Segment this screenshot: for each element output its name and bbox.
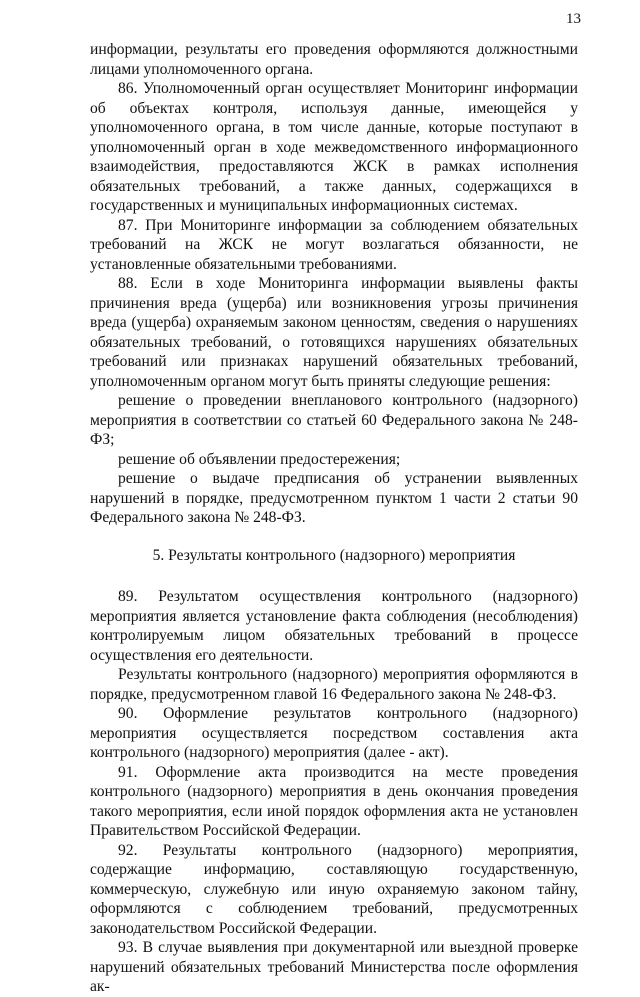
paragraph-88: 88. Если в ходе Мониторинга информации выявлены факты причинения вреда (ущерба) или возникновения угрозы причинения вреда (ущерба) охраняемым законом ценностям, сведения о нарушениях обязательных требований, о готовящихся нарушениях обязательных требований или признаках нарушений обязательных требований, уполномоченным органом могут быть приняты следующие решения: <box>90 275 578 390</box>
paragraph-89: 89. Результатом осуществления контрольного (надзорного) мероприятия является установление факта соблюдения (несоблюдения) контролируемым лицом обязательных требований в процессе осуществления его деятельности. <box>90 588 578 664</box>
paragraph-91: 91. Оформление акта производится на месте проведения контрольного (надзорного) мероприятия в день окончания проведения такого мероприятия, если иной порядок оформления акта не установлен Правительством Российской Федерации. <box>90 763 578 839</box>
paragraph-continuation: информации, результаты его проведения оформляются должностными лицами уполномоченного органа. <box>90 41 578 78</box>
paragraph-89-results: Результаты контрольного (надзорного) мероприятия оформляются в порядке, предусмотренном главой 16 Федерального закона № 248-ФЗ. <box>90 666 578 703</box>
decision-item-inspection: решение о проведении внепланового контрольного (надзорного) мероприятия в соответствии со статьей 60 Федерального закона № 248-ФЗ; <box>90 392 578 448</box>
paragraph-86: 86. Уполномоченный орган осуществляет Мониторинг информации об объектах контроля, используя данные, имеющейся у уполномоченного органа, в том числе данные, которые поступают в уполномоченный орган в ходе межведомственного информационного взаимодействия, предоставляются ЖСК в рамках исполнения обязательных требований, а также данных, содержащихся в государственных и муниципальных информационных системах. <box>90 80 578 214</box>
paragraph-87: 87. При Мониторинге информации за соблюдением обязательных требований на ЖСК не могут возлагаться обязанности, не установленные обязательными требованиями. <box>90 216 578 273</box>
paragraph-90: 90. Оформление результатов контрольного (надзорного) мероприятия осуществляется посредством составления акта контрольного (надзорного) мероприятия (далее - акт). <box>90 705 578 761</box>
section-heading: 5. Результаты контрольного (надзорного) мероприятия <box>152 546 516 564</box>
page-number: 13 <box>566 11 581 27</box>
document-body <box>90 40 578 997</box>
paragraph-92: 92. Результаты контрольного (надзорного) мероприятия, содержащие информацию, составляющую государственную, коммерческую, служебную или иную охраняемую законом тайну, оформляются с соблюдением требований, предусмотренных законодательством Российской Федерации. <box>90 841 578 937</box>
decision-item-warning: решение об объявлении предостережения; <box>118 450 401 468</box>
paragraph-93: 93. В случае выявления при документарной или выездной проверке нарушений обязательных требований Министерства после оформления ак- <box>90 939 578 995</box>
decision-item-order: решение о выдаче предписания об устранении выявленных нарушений в порядке, предусмотренном пунктом 1 части 2 статьи 90 Федерального закона № 248-ФЗ. <box>90 470 578 526</box>
